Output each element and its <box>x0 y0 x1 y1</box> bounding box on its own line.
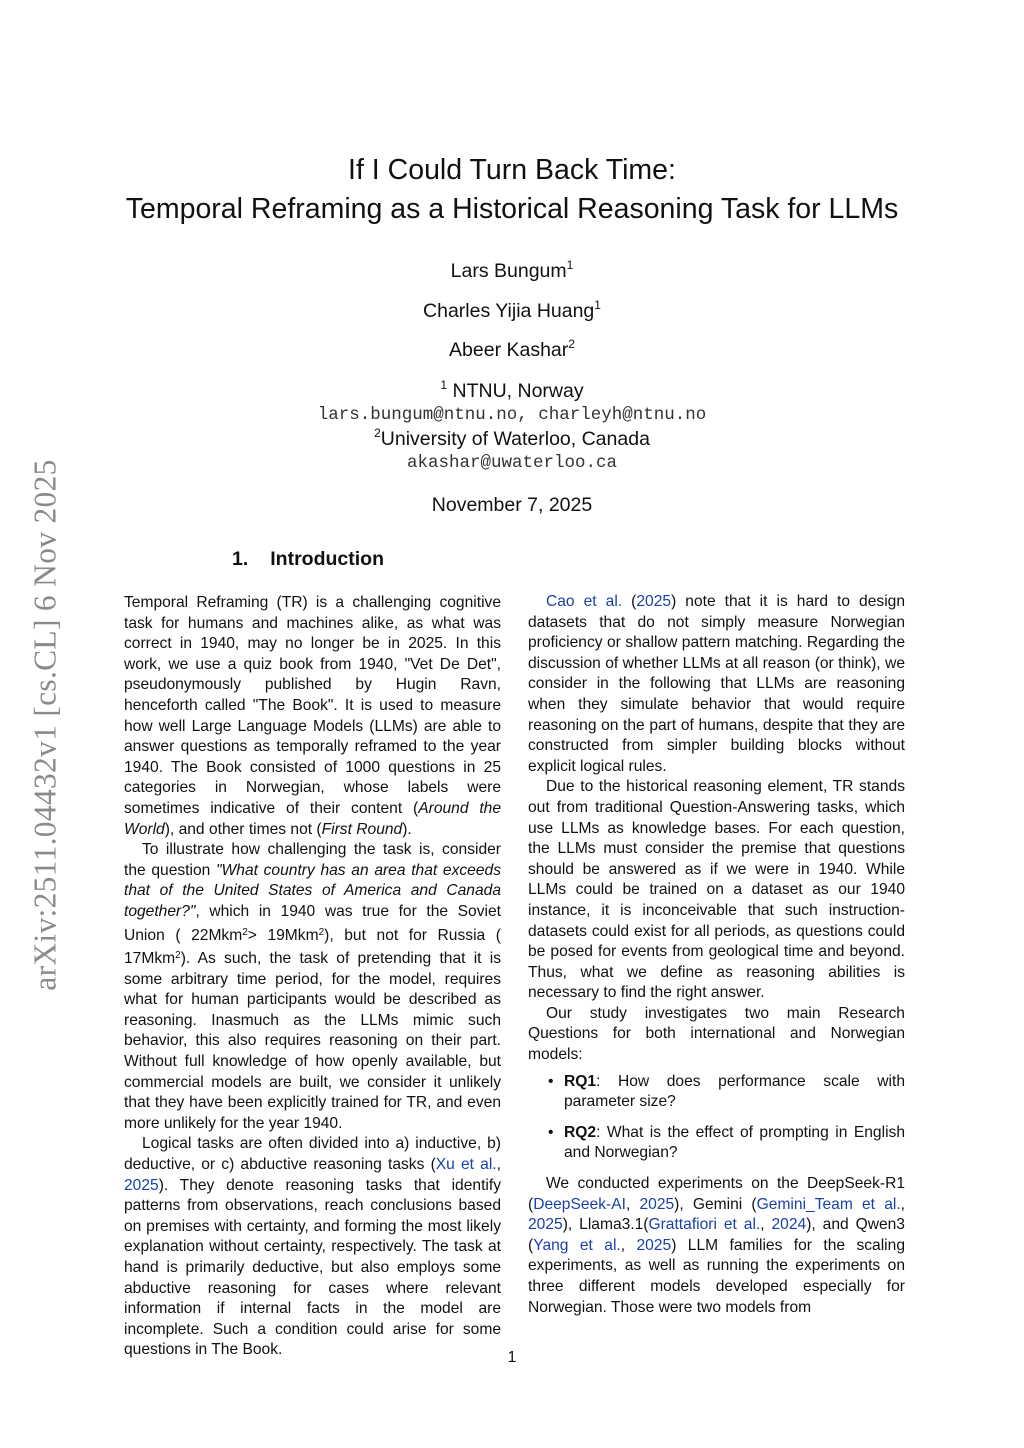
citation-link[interactable]: 2025 <box>639 1195 675 1213</box>
author-name: Abeer Kashar <box>449 339 569 361</box>
arxiv-identifier-text: arXiv:2511.04432v1 [cs.CL] 6 Nov 2025 <box>28 458 63 991</box>
citation-link[interactable]: Grattafiori et al. <box>648 1216 761 1234</box>
paragraph-1: Temporal Reframing (TR) is a challenging cognitive task for humans and machines alike, as what was correct in 1940, may no longer be in 2025. In this work, we use a quiz book from 1940, "Vet De Det", pseudonymously published by Hugin Ravn, henceforth called "The Book". It is used to measure how well Large Language Models (LLMs) are able to answer questions as temporally reframed to the year 1940. The Book consisted of 1000 questions in 25 categories in Norwegian, whose labels were sometimes indicative of their content (Around the World), and other times not (First Round). <box>124 594 502 838</box>
affiliation-name: University of Waterloo, Canada <box>380 428 650 450</box>
affiliation-mark: 2 <box>374 426 381 440</box>
paragraph-3: Logical tasks are often divided into a) inductive, b) deductive, or c) abductive reasoning tasks (Xu et al., 2025). They denote reasoning tasks that identify patterns from observations, reach conclusions based on premises with certainty, and forming the most likely explanation without certainty, respectively. The task at hand is primarily deductive, but also employs some abductive reasoning for cases where relevant information if internal facts in the model are incomplete. Such a condition could arise for some questions in The Book. <box>124 1135 501 1359</box>
section-title: Introduction <box>270 548 384 570</box>
citation-link[interactable]: 2025 <box>636 593 672 610</box>
author-affiliation-mark: 1 <box>566 258 574 272</box>
bullet-icon: • <box>548 1123 554 1141</box>
citation-link[interactable]: Yang et al. <box>533 1236 621 1254</box>
author-3 <box>0 337 1024 362</box>
paper-title-line-2: Temporal Reframing as a Historical Reasoning Task for LLMs <box>125 193 899 225</box>
citation-link[interactable]: 2025 <box>636 1236 672 1254</box>
column-continuation-spacer <box>528 551 905 592</box>
paper-title-line-1: If I Could Turn Back Time: <box>348 154 676 186</box>
arxiv-identifier-stamp <box>8 433 84 1016</box>
paragraph-6: Our study investigates two main Research Questions for both international and Norwegian models: <box>528 1004 905 1064</box>
paper-date: November 7, 2025 <box>431 494 593 516</box>
paragraph-5: Due to the historical reasoning element, TR stands out from traditional Question-Answering tasks, which use LLMs as knowledge bases. For each question, the LLMs must consider the premise that questions should be answered as if we were in 1940. While LLMs could be trained on a dataset as our 1940 instance, it is inconceivable that such instruction-datasets could exist for all periods, as questions could be posed for events from geological time and beyond. Thus, what we define as reasoning abilities is necessary to find the right answer. <box>528 778 905 1002</box>
affiliation-2 <box>0 426 1024 451</box>
citation-link[interactable]: DeepSeek-AI <box>533 1195 626 1213</box>
author-2 <box>0 298 1024 323</box>
citation-link[interactable]: Gemini_Team et al. <box>756 1195 901 1213</box>
affiliation-name: NTNU, Norway <box>452 380 584 402</box>
bullet-icon: • <box>548 1072 554 1090</box>
page-number: 1 <box>507 1349 517 1366</box>
citation-link[interactable]: 2025 <box>124 1176 159 1194</box>
section-heading-introduction <box>232 548 384 571</box>
list-item: • RQ2: What is the effect of prompting in English and Norwegian? <box>548 1123 905 1162</box>
author-name: Lars Bungum <box>450 260 567 282</box>
paragraph-7: We conducted experiments on the DeepSeek-R1 (DeepSeek-AI, 2025), Gemini (Gemini_Team et al., 2025), Llama3.1(Grattafiori et al., 2024), and Qwen3 (Yang et al., 2025) LLM families for the scaling experiments, as well as running the experiments on three different models developed especially for Norwegian. Those were two models from <box>528 1175 906 1316</box>
citation-link[interactable]: Xu et al. <box>435 1156 497 1174</box>
affiliation-1 <box>0 378 1024 403</box>
section-number: 1. <box>232 548 249 570</box>
left-column <box>124 593 501 1361</box>
right-column <box>528 551 905 1318</box>
author-affiliation-mark: 1 <box>594 298 601 312</box>
author-1 <box>0 258 1024 283</box>
affiliation-2-email[interactable]: akashar@uwaterloo.ca <box>406 453 618 473</box>
citation-link[interactable]: 2024 <box>771 1216 807 1234</box>
paragraph-2: To illustrate how challenging the task is, consider the question "What country has an area that exceeds that of the United States of America and Canada together?", which in 1940 was true for the Soviet Union ( 22Mkm$^2$> 19Mkm$^2$), but not for Russia ( 17Mkm$^2$). As such, the task of pretending that it is some arbitrary time period, for the model, requires what for human participants would be described as reasoning. Inasmuch as the LLMs mimic such behavior, this also requires reasoning on their part. Without full knowledge of how openly available, but commercial models are built, we consider it unlikely that they have been explicitly trained for TR, and even more unlikely for the year 1940. <box>124 841 501 1132</box>
research-questions-list <box>528 1072 905 1164</box>
author-name: Charles Yijia Huang <box>423 300 595 322</box>
affiliation-1-email[interactable]: lars.bungum@ntnu.no, charleyh@ntnu.no <box>317 405 707 425</box>
list-item: • RQ1: How does performance scale with parameter size? <box>548 1072 905 1111</box>
citation-link[interactable]: 2025 <box>528 1216 563 1234</box>
affiliation-mark: 1 <box>440 378 448 392</box>
paragraph-4: Cao et al. (2025) note that it is hard to design datasets that do not simply measure Norwegian proficiency or shallow pattern matching. Regarding the discussion of whether LLMs at all reason (or think), we consider in the following that LLMs are reasoning when they simulate behavior that would require reasoning on the part of humans, despite that they are constructed from simpler building blocks without explicit logical rules. <box>528 593 906 775</box>
citation-link[interactable]: Cao et al. <box>546 593 623 610</box>
author-affiliation-mark: 2 <box>568 337 575 351</box>
